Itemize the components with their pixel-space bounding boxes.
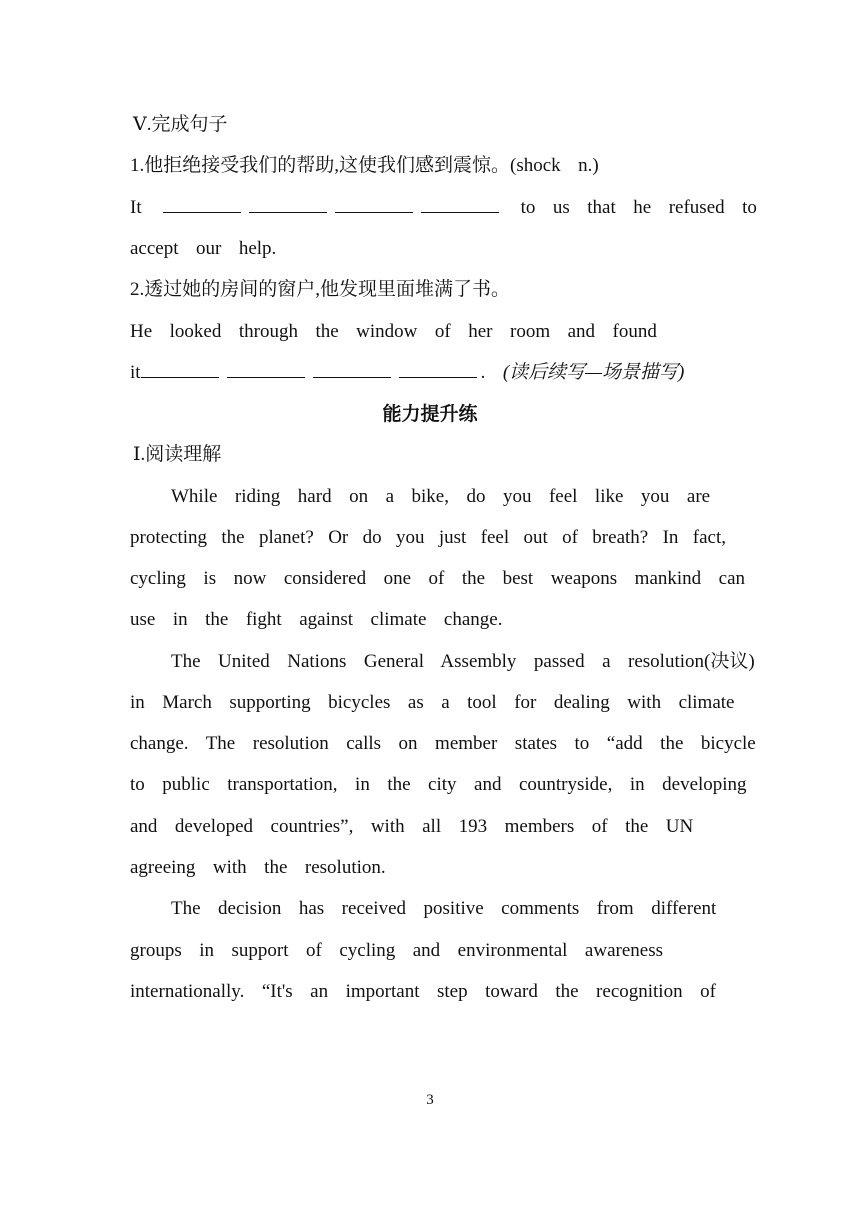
question-1-prompt: 1.他拒绝接受我们的帮助,这使我们感到震惊。(shock n.) [130,155,599,176]
passage-line: protecting the planet? Or do you just feel out of breath? In fact, [130,527,726,548]
answer-blank[interactable] [227,375,305,378]
answer-blank[interactable] [163,210,241,213]
passage-line: groups in support of cycling and environmental awareness [130,940,663,961]
passage-line: The United Nations General Assembly passed a resolution(决议) [171,651,755,672]
answer-blank[interactable] [399,375,477,378]
passage-line: in March supporting bicycles as a tool for dealing with climate [130,692,735,713]
passage-line: While riding hard on a bike, do you feel like you are [171,486,711,507]
answer-blank[interactable] [335,210,413,213]
question-2-answer-line [130,361,684,385]
section-v-heading: Ⅴ.完成句子 [133,114,228,135]
passage-line: and developed countries”, with all 193 members of the UN [130,816,694,837]
question-2-note: (读后续写—场景描写) [502,362,685,383]
page-number: 3 [426,1092,434,1108]
question-1-line-2: accept our help. [130,238,277,259]
passage-line: cycling is now considered one of the best weapons mankind can [130,568,746,589]
passage-line: to public transportation, in the city and countryside, in developing [130,774,747,795]
passage-line: agreeing with the resolution. [130,857,386,878]
question-2-prompt: 2.透过她的房间的窗户,他发现里面堆满了书。 [130,279,511,300]
question-2-end-text: . [480,362,486,383]
question-2-start-text: it [130,362,141,383]
improvement-title: 能力提升练 [382,403,478,425]
question-1-answer-line [130,196,757,220]
answer-blank[interactable] [313,375,391,378]
answer-blank[interactable] [421,210,499,213]
section-i-heading: Ⅰ.阅读理解 [133,444,222,465]
question-1-end-text: to us that he refused to [520,197,757,218]
passage-line: change. The resolution calls on member states to “add the bicycle [130,733,756,754]
answer-blank[interactable] [141,375,219,378]
passage-line: use in the fight against climate change. [130,609,503,630]
question-1-start-text: It [130,197,142,218]
passage-line: internationally. “It's an important step toward the recognition of [130,981,716,1002]
passage-line: The decision has received positive comments from different [171,898,717,919]
answer-blank[interactable] [249,210,327,213]
question-2-line-1: He looked through the window of her room and found [130,321,657,342]
